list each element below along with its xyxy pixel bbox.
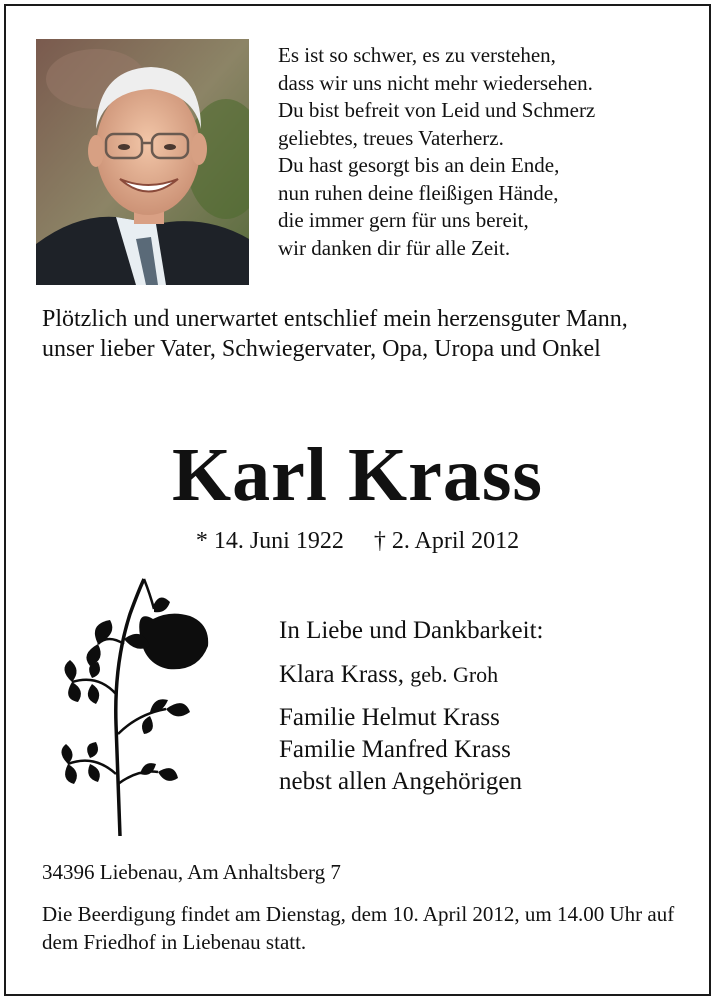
deceased-name: Karl Krass (172, 433, 543, 517)
poem-line: geliebtes, treues Vaterherz. (278, 125, 504, 150)
family-line: nebst allen Angehörigen (279, 768, 522, 795)
dedication-line: In Liebe und Dankbarkeit: (279, 617, 544, 644)
rose-icon (58, 574, 218, 839)
intro-text: Plötzlich und unerwartet entschlief mein herzensguter Mann, unser lieber Vater, Schwiegervater, Opa, Uropa und Onkel (42, 306, 628, 362)
widow-name (279, 658, 544, 692)
funeral-info: Die Beerdigung findet am Dienstag, dem 10. April 2012, um 14.00 Uhr auf dem Friedhof in Liebenau statt. (42, 902, 675, 954)
life-dates (0, 526, 715, 556)
portrait-photo (36, 39, 249, 285)
mourners-block (279, 614, 544, 798)
address: 34396 Liebenau, Am Anhaltsberg 7 (42, 860, 341, 884)
poem (278, 42, 595, 262)
widow-married-name: Klara Krass, (279, 661, 404, 688)
family-line: Familie Helmut Krass (279, 704, 500, 731)
poem-line: dass wir uns nicht mehr wiedersehen. (278, 70, 593, 95)
widow-maiden-name: geb. Groh (410, 662, 499, 687)
family-line: Familie Manfred Krass (279, 736, 511, 763)
poem-line: Du hast gesorgt bis an dein Ende, (278, 153, 560, 177)
birth-date: * 14. Juni 1922 (195, 528, 344, 554)
poem-line: Du bist befreit von Leid und Schmerz (278, 98, 596, 122)
poem-line: wir danken dir für alle Zeit. (278, 235, 511, 260)
poem-line: Es ist so schwer, es zu verstehen, (278, 43, 556, 67)
death-date: † 2. April 2012 (373, 528, 520, 554)
poem-line: nun ruhen deine fleißigen Hände, (278, 180, 559, 205)
poem-line: die immer gern für uns bereit, (278, 208, 529, 232)
